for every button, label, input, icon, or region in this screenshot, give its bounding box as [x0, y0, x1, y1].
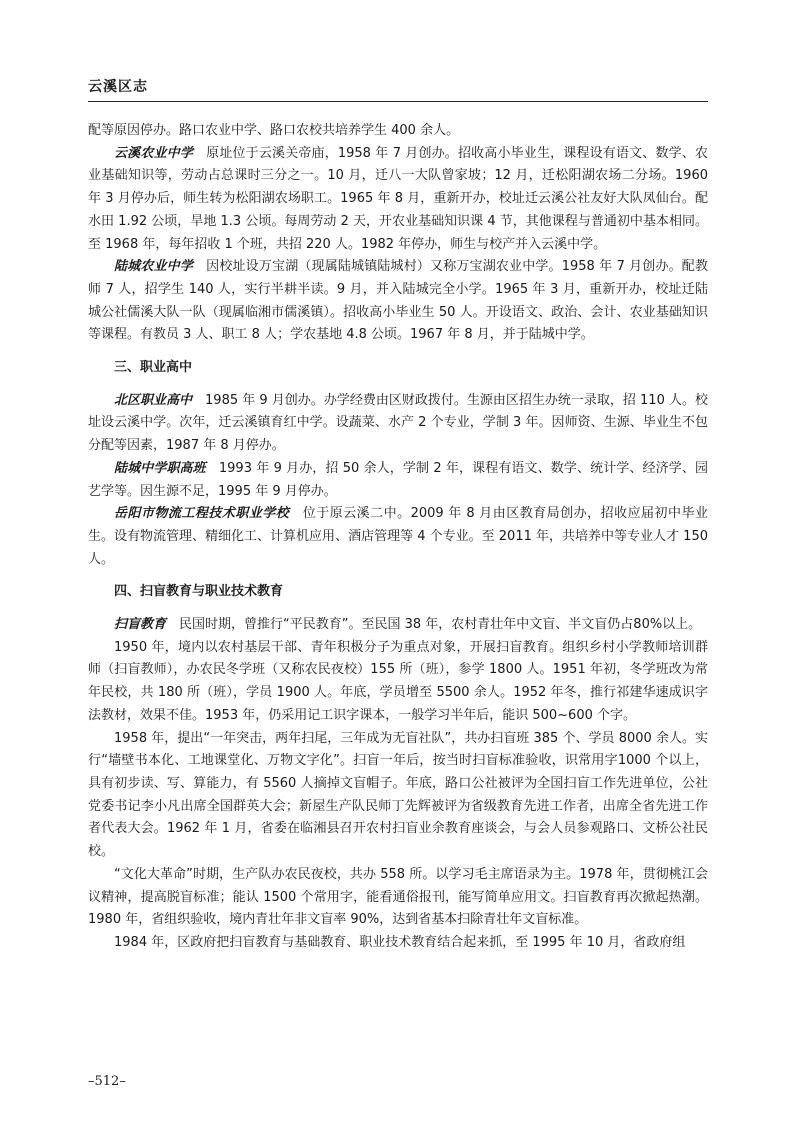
entry-text: 位于原云溪二中。2009 年 8 月由区教育局创办，招收应届初中毕业生。设有物流管理、精细化工、计算机应用、酒店管理等 4 个专业。至 2011 年，共培养中等专业人才 150 人。 [88, 506, 708, 567]
paragraph: 配等原因停办。路口农业中学、路口农校共培养学生 400 余人。 [88, 123, 460, 138]
entry-text: 民国时期，曾推行“平民教育”。至民国 38 年，农村青壮年中文盲、半文盲仍占80%以上。 [166, 617, 702, 633]
entry-term: 云溪农业中学 [114, 145, 194, 161]
entry-term: 陆城中学职高班 [114, 460, 206, 476]
paragraph: “文化大革命”时期，生产队办农民夜校，共办 558 所。以学习毛主席语录为主。1978 年，贯彻桃江会议精神，提高脱盲标准；能认 1500 个常用字，能看通俗报刊，能写简单应用文。扫盲教育再次掀起热潮。1980 年，省组织验收，境内青壮年非文盲率 90%，达到省基本扫除青壮年文盲标准。 [88, 866, 708, 928]
entry-term: 岳阳市物流工程技术职业学校 [114, 506, 290, 522]
entry-term: 北区职业高中 [114, 392, 193, 408]
page-header-title: 云溪区志 [88, 79, 148, 95]
entry-text: 1985 年 9 月创办。办学经费由区财政拨付。生源由区招生办统一录取，招 110 人。校址设云溪中学。次年，迁云溪镇育红中学。设蔬菜、水产 2 个专业，学制 3 年。因师资、生源、毕业生不包分配等因素，1987 年 8 月停办。 [88, 392, 708, 454]
entry-term: 扫盲教育 [114, 617, 167, 633]
section-heading: 四、扫盲教育与职业技术教育 [114, 584, 284, 600]
paragraph: 1958 年，提出“一年突击，两年扫尾，三年成为无盲社队”，共办扫盲班 385 个、学员 8000 余人。实行“墙壁书本化、工地课堂化、万物文字化”。扫盲一年后，按当时扫盲标准验收，识常用字1000 个以上，具有初步读、写、算能力，有 5560 人摘掉文盲帽子。年底，路口公社被评为全国扫盲工作先进单位，公社党委书记李小凡出席全国群英大会；新屋生产队民师丁先辉被评为省级教育先进工作者，出席全省先进工作者代表大会。1962 年 1 月，省委在临湘县召开农村扫盲业余教育座谈会，与会人员参观路口、文桥公社民校。 [88, 730, 708, 860]
entry-text: 1993 年 9 月办，招 50 余人，学制 2 年，课程有语文、数学、统计学、经济学、园艺学等。因生源不足，1995 年 9 月停办。 [88, 460, 708, 499]
paragraph [88, 614, 708, 637]
paragraph: 1984 年，区政府把扫盲教育与基础教育、职业技术教育结合起来抓，至 1995 年 10 月，省政府组 [114, 934, 686, 950]
paragraph [88, 256, 708, 347]
section-heading: 三、职业高中 [114, 360, 193, 376]
paragraph [88, 503, 708, 571]
page-body [88, 120, 708, 955]
entry-text: 因校址设万宝湖（现属陆城镇陆城村）又称万宝湖农业中学。1958 年 7 月创办。配教师 7 人，招学生 140 人，实行半耕半读。9 月，并入陆城完全小学。1965 年 3 月，重新开办，校址迁陆城公社儒溪大队一队（现属临湘市儒溪镇）。招收高小毕业生 50 人。开设语文、政治、会计、农业基础知识等课程。有教员 3 人、职工 8 人；学农基地 4.8 公顷。1967 年 8 月，并于陆城中学。 [88, 259, 708, 343]
paragraph [88, 143, 708, 257]
paragraph [88, 458, 708, 503]
header-rule [88, 101, 708, 102]
paragraph: 1950 年，境内以农村基层干部、青年积极分子为重点对象，开展扫盲教育。组织乡村小学教师培训群师（扫盲教师），办农民冬学班（又称农民夜校）155 所（班），参学 1800 人。1951 年初，冬学班改为常年民校，共 180 所（班），学员 1900 人。年底，学员增至 5500 余人。1952 年冬，推行祁建华速成识字法教材，效果不佳。1953 年，仍采用记工识字课本，一般学习半年后，能识 500~600 个字。 [88, 639, 708, 723]
entry-text: 原址位于云溪关帝庙，1958 年 7 月创办。招收高小毕业生，课程设有语文、数学、农业基础知识等，劳动占总课时三分之一。10 月，迁八一大队曾家坡；12 月，迁松阳湖农场二分场。1960 年 3 月停办后，师生转为松阳湖农场职工。1965 年 8 月，重新开办，校址迁云溪公社友好大队凤仙台。配水田 1.92 公顷，旱地 1.3 公顷。每周劳动 2 天，开农业基础知识课 4 节，其他课程与普通初中基本相同。至 1968 年，每年招收 1 个班，共招 220 人。1982 年停办，师生与校产并入云溪中学。 [88, 145, 708, 252]
entry-term: 陆城农业中学 [114, 259, 194, 275]
paragraph [88, 390, 708, 458]
page-number: –512– [88, 1074, 126, 1089]
